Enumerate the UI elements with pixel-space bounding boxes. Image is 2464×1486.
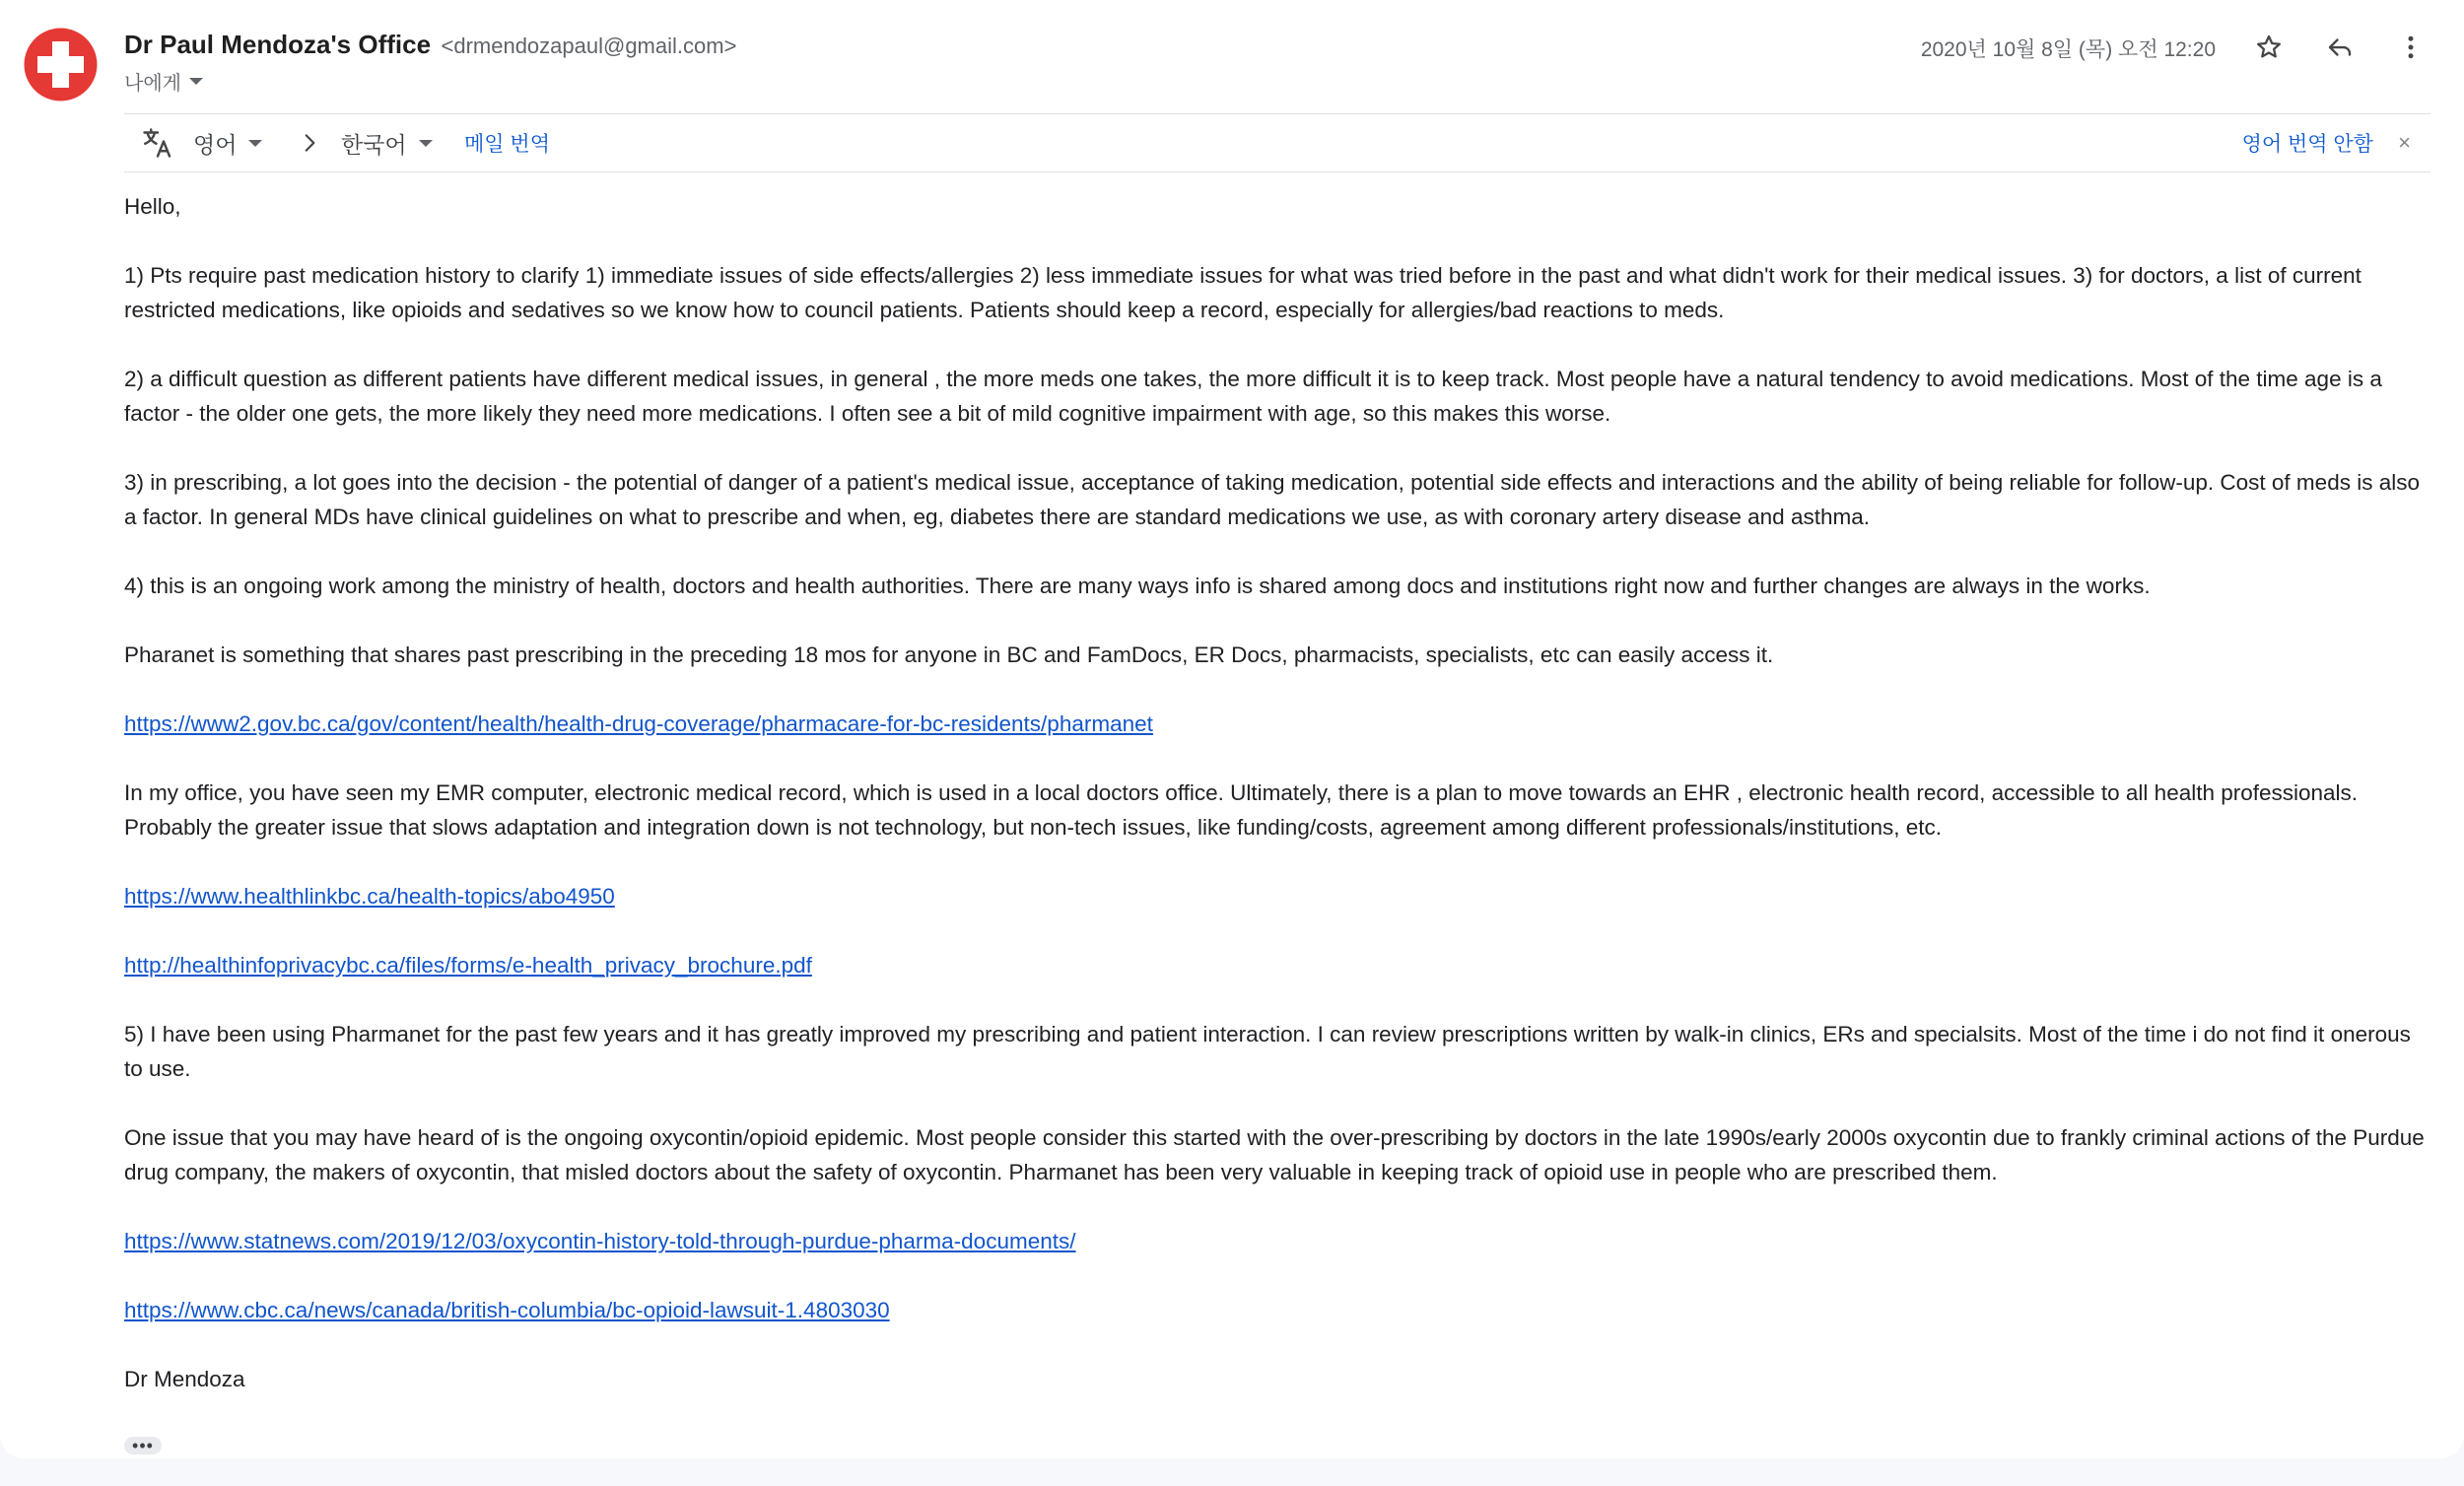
privacy-brochure-link[interactable]: http://healthinfoprivacybc.ca/files/forms/e-health_privacy_brochure.pdf xyxy=(124,953,812,978)
email-body xyxy=(124,189,2430,1431)
body-paragraph: 2) a difficult question as different patients have different medical issues, in general , the more meds one takes, the more difficult it is to keep track. Most people have a natural tendency to avoid medications. Most of the time age is a factor - the older one gets, the more likely they need more medications. I often see a bit of mild cognitive impairment with age, so this makes this worse. xyxy=(124,367,2382,426)
email-date: 2020년 10월 8일 (목) 오전 12:20 xyxy=(1920,38,2216,61)
body-paragraph: 4) this is an ongoing work among the ministry of health, doctors and health authorities. There are many ways info is shared among docs and institutions right now and further changes are always in the works. xyxy=(124,574,2151,598)
recipient-details-toggle[interactable] xyxy=(124,67,203,96)
chevron-down-icon xyxy=(248,140,262,147)
cbc-link[interactable]: https://www.cbc.ca/news/canada/british-columbia/bc-opioid-lawsuit-1.4803030 xyxy=(124,1298,890,1322)
translate-icon-wrap xyxy=(140,114,175,171)
star-button[interactable] xyxy=(2247,26,2291,69)
sender-avatar[interactable] xyxy=(24,28,98,101)
source-language-select[interactable] xyxy=(193,114,262,171)
body-paragraph: One issue that you may have heard of is the ongoing oxycontin/opioid epidemic. Most people consider this started with the over-prescribing by doctors in the late 1990s/early 2000s oxycontin due to frankly criminal actions of the Purdue drug company, the makers of oxycontin, that misled doctors about the safety of oxycontin. Pharmanet has been very valuable in keeping track of opioid use in people who are prescribed them. xyxy=(124,1125,2425,1184)
link-paragraph xyxy=(124,948,2430,982)
show-trimmed-content-button[interactable]: ••• xyxy=(124,1437,162,1454)
star-icon xyxy=(2254,33,2284,62)
language-arrow xyxy=(297,114,322,171)
link-paragraph xyxy=(124,1224,2430,1258)
sender-line xyxy=(124,30,736,60)
statnews-link[interactable]: https://www.statnews.com/2019/12/03/oxycontin-history-told-through-purdue-pharma-documents/ xyxy=(124,1229,1076,1253)
close-icon[interactable]: × xyxy=(2398,130,2411,155)
target-language-select[interactable] xyxy=(341,114,433,171)
link-paragraph xyxy=(124,879,2430,913)
body-paragraph: 3) in prescribing, a lot goes into the decision - the potential of danger of a patient's medical issue, acceptance of taking medication, potential side effects and interactions and the ability of being reliable for follow-up. Cost of meds is also a factor. In general MDs have clinical guidelines on what to prescribe and when, eg, diabetes there are standard medications we use, as with coronary artery disease and asthma. xyxy=(124,470,2420,529)
medical-cross-icon xyxy=(24,28,98,101)
dont-translate-link[interactable]: 영어 번역 안함 xyxy=(2241,133,2373,156)
chevron-right-icon xyxy=(297,130,322,156)
link-paragraph xyxy=(124,1293,2430,1327)
pharmanet-link[interactable]: https://www2.gov.bc.ca/gov/content/health/health-drug-coverage/pharmacare-for-bc-residents/pharmanet xyxy=(124,711,1153,736)
greeting: Hello, xyxy=(124,194,181,219)
sender-name[interactable]: Dr Paul Mendoza's Office xyxy=(124,30,432,59)
body-paragraph: Pharanet is something that shares past prescribing in the preceding 18 mos for anyone in BC and FamDocs, ER Docs, pharmacists, specialists, etc can easily access it. xyxy=(124,642,1774,667)
more-vert-icon xyxy=(2396,33,2426,62)
translate-message-link[interactable]: 메일 번역 xyxy=(464,133,550,156)
chevron-down-icon xyxy=(419,140,433,147)
healthlinkbc-link[interactable]: https://www.healthlinkbc.ca/health-topics/abo4950 xyxy=(124,884,615,909)
sender-email: <drmendozapaul@gmail.com> xyxy=(441,34,737,58)
body-paragraph: 1) Pts require past medication history to clarify 1) immediate issues of side effects/allergies 2) less immediate issues for what was tried before in the past and what didn't work for their medical issues. 3) for doctors, a list of current restricted medications, like opioids and sedatives so we know how to council patients. Patients should keep a record, especially for allergies/bad reactions to meds. xyxy=(124,263,2361,322)
translate-bar xyxy=(124,113,2430,172)
body-paragraph: 5) I have been using Pharmanet for the past few years and it has greatly improved my prescribing and patient interaction. I can review prescriptions written by walk-in clinics, ERs and specialsits. Most of the time i do not find it onerous to use. xyxy=(124,1022,2411,1081)
link-paragraph xyxy=(124,707,2430,741)
body-paragraph: In my office, you have seen my EMR computer, electronic medical record, which is used in a local doctors office. Ultimately, there is a plan to move towards an EHR , electronic health record, accessible to all health professionals. Probably the greater issue that slows adaptation and integration down is not technology, but non-tech issues, like funding/costs, agreement among different professionals/institutions, etc. xyxy=(124,780,2359,840)
reply-button[interactable] xyxy=(2318,26,2361,69)
signature: Dr Mendoza xyxy=(124,1367,245,1391)
recipient-label: 나에게 xyxy=(124,73,181,95)
chevron-down-icon xyxy=(189,78,203,85)
more-options-button[interactable] xyxy=(2389,26,2432,69)
reply-icon xyxy=(2325,33,2355,62)
target-language-label: 한국어 xyxy=(341,131,407,158)
translate-icon xyxy=(140,125,175,161)
source-language-label: 영어 xyxy=(193,131,238,158)
